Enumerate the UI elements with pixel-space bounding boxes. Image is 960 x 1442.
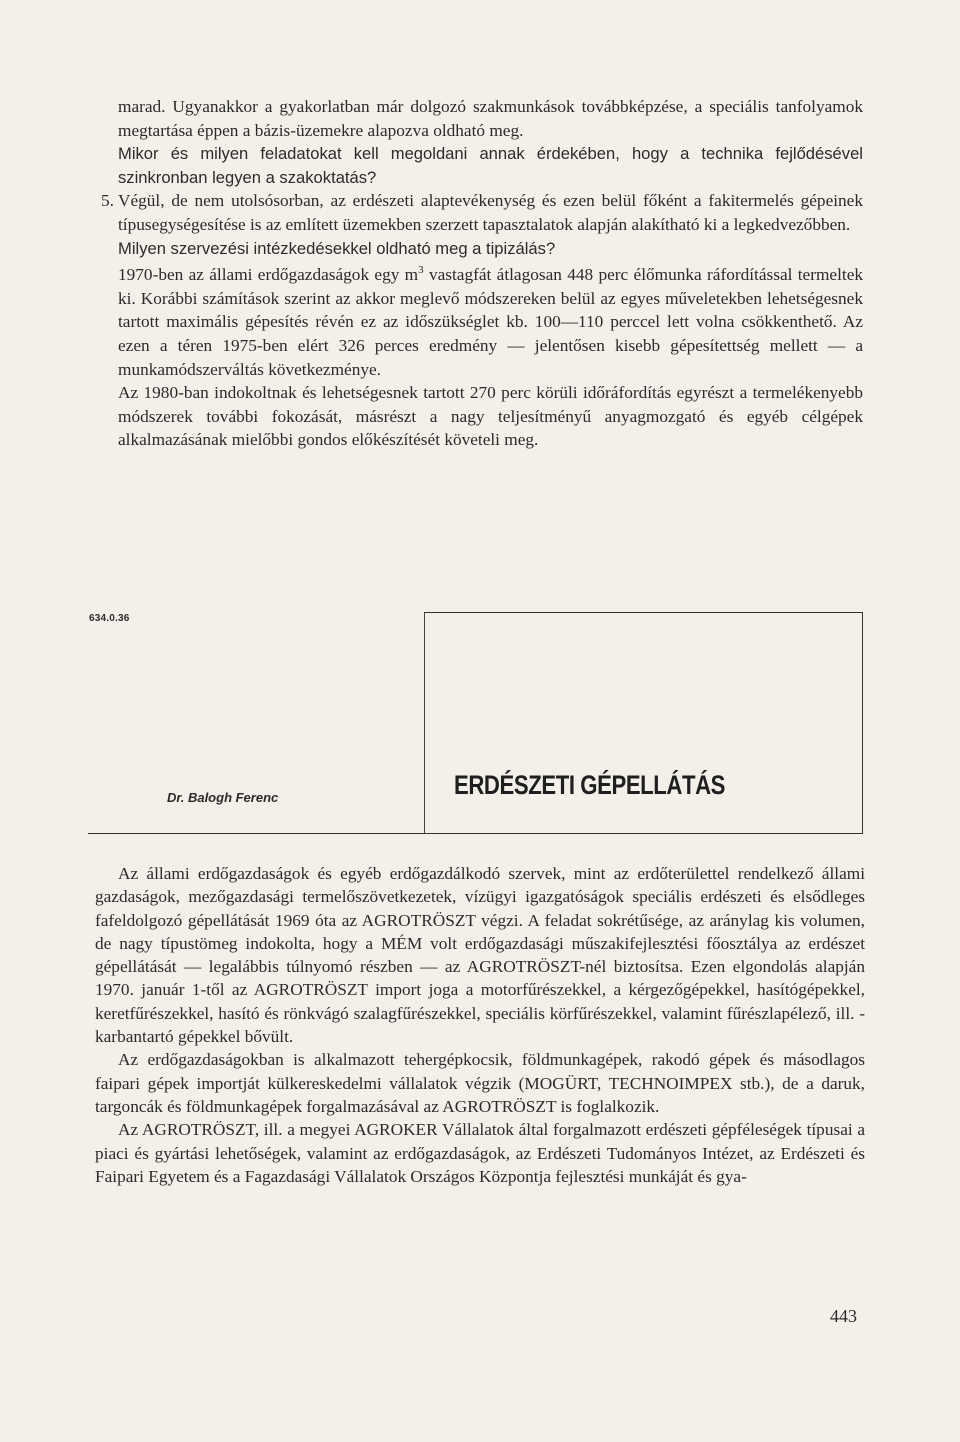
udc-code: 634.0.36	[89, 613, 130, 624]
paragraph	[118, 263, 863, 381]
author-name: Dr. Balogh Ferenc	[167, 790, 279, 805]
article-title: ERDÉSZETI GÉPELLÁTÁS	[454, 770, 726, 800]
question-paragraph: Mikor és milyen feladatokat kell megoldani annak érdekében, hogy a technika fejlődésével szinkronban legyen a szakoktatás?	[118, 144, 863, 187]
title-rule	[88, 833, 863, 834]
item-number: 5.	[101, 191, 114, 211]
numbered-paragraph	[101, 189, 863, 236]
paragraph: Az AGROTRÖSZT, ill. a megyei AGROKER Vállalatok által forgalmazott erdészeti gépféleségek típusai a piaci és gyártási lehetőségek, valamint az erdőgazdaságok, az Erdészeti Tudományos Intézet, az Erdészeti és Faipari Egyetem és a Fagazdasági Vállalatok Országos Központja fejlesztési munkáját és gya-	[95, 1120, 865, 1186]
paragraph: Az állami erdőgazdaságok és egyéb erdőgazdálkodó szervek, mint az erdőterülettel rendelkező állami gazdaságok, mezőgazdasági termelőszövetkezetek, vízügyi igazgatóságok speciális erdészeti és elsődleges fafeldolgozó gépellátását 1969 óta az AGROTRÖSZT végzi. A feladat sokrétűsége, az aránylag kis volumen, de nagy típustömeg indokolta, hogy a MÉM volt erdőgazdasági műszakifejlesztési főosztálya az erdészet gépellátását — legalábbis túlnyomó részben — az AGROTRÖSZT-nél biztosítsa. Ezen elgondolás alapján 1970. január 1-től az AGROTRÖSZT import joga a motorfűrészekkel, a kérgezőgépekkel, hasítógépekkel, keretfűrészekkel, hasító és rönkvágó szalagfűrészekkel, speciális körfűrészekkel, valamint fűrészlapélező, ill. -karbantartó gépekkel bővült.	[95, 864, 865, 1047]
paragraph: Az 1980-ban indokoltnak és lehetségesnek tartott 270 perc körüli időráfordítás egyrészt a termelékenyebb módszerek további fokozását, másrészt a nagy teljesítményű anyagmozgató és egyéb célgépek alkalmazásának mielőbbi gondos előkészítését követeli meg.	[118, 383, 863, 450]
paragraph-text-part: 1970-ben az állami erdőgazdaságok egy m	[118, 265, 419, 285]
paragraph-text-part: vastagfát átlagosan 448 perc élőmunka ráfordítással termeltek ki. Korábbi számítások szerint az akkor meglevő módszereken belül az egyes műveletekben lehetségesnek tartott maximális gépesítés révén ez az időszükséglet kb. 100—110 perccel lett volna csökkenthető. Az ezen a téren 1975-ben elért 326 perces eredmény — jelentősen kisebb gépesítettség mellett — a munkamódszerváltás következménye.	[118, 265, 864, 379]
superscript: 3	[418, 264, 424, 277]
question-paragraph: Milyen szervezési intézkedésekkel oldható meg a tipizálás?	[118, 238, 556, 258]
paragraph: Az erdőgazdaságokban is alkalmazott tehergépkocsik, földmunkagépek, rakodó gépek és másodlagos faipari gépek importját külkereskedelmi vállalatok végzik (MOGÜRT, TECHNOIMPEX stb.), de a daruk, targoncák és földmunkagépek forgalmazásával az AGROTRÖSZT is foglalkozik.	[95, 1050, 865, 1116]
article-body	[95, 862, 865, 1188]
previous-article-ending	[101, 95, 864, 452]
paragraph: marad. Ugyanakkor a gyakorlatban már dolgozó szakmunkások továbbképzése, a speciális tanfolyamok megtartása éppen a bázis-üzemekre alapozva oldható meg.	[118, 97, 863, 140]
numbered-paragraph-text: Végül, de nem utolsósorban, az erdészeti alaptevékenység és ezen belül főként a fakitermelés gépeinek típusegységesítése is az említett üzemekben szerzett tapasztalatok alapján alakítható ki a legkedvezőbben.	[118, 191, 863, 234]
page-number: 443	[830, 1306, 857, 1326]
